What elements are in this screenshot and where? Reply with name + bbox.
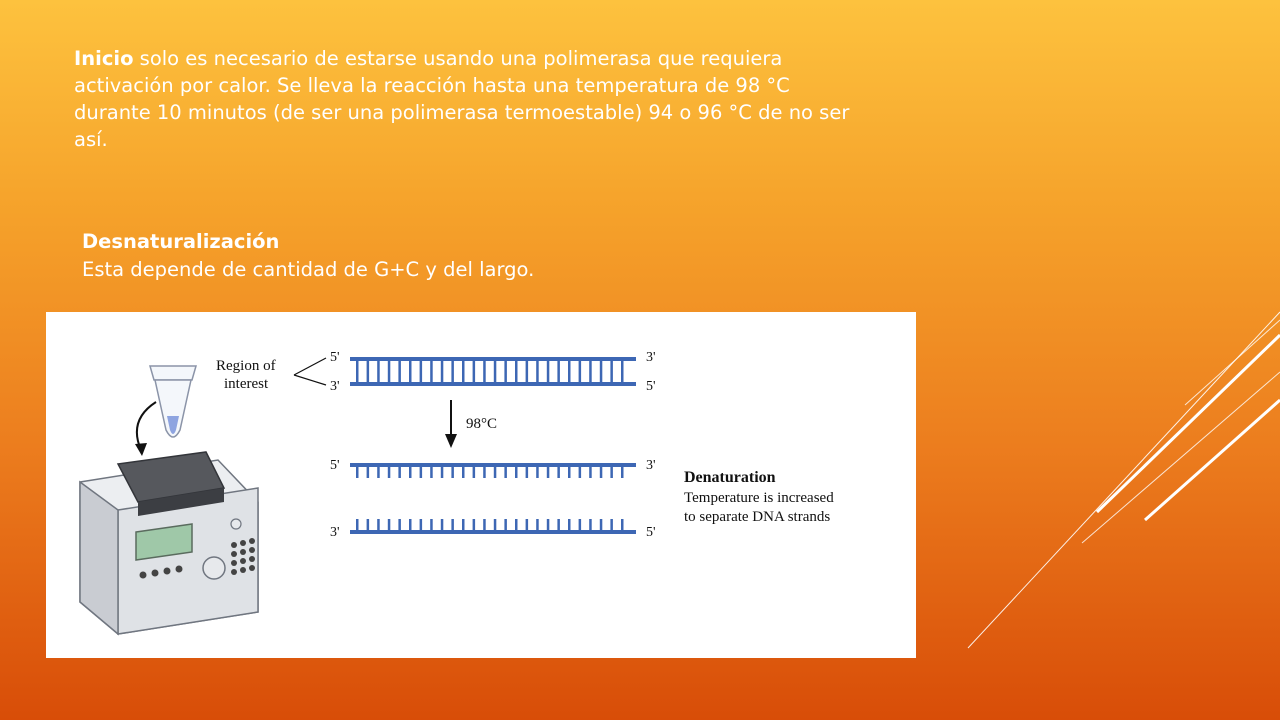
dna-base-tick bbox=[483, 361, 486, 382]
double-strand-dna bbox=[350, 357, 636, 386]
dna-base-tick bbox=[430, 467, 433, 478]
dna-base-tick bbox=[557, 519, 560, 530]
dna-base-tick bbox=[547, 519, 550, 530]
dna-base-tick bbox=[377, 361, 380, 382]
dna-base-tick bbox=[451, 361, 454, 382]
dna-base-tick bbox=[579, 361, 582, 382]
sep-strand1-left-label: 5' bbox=[330, 458, 340, 473]
dna-base-tick bbox=[483, 467, 486, 478]
dna-base-tick bbox=[515, 519, 518, 530]
dna-base-tick bbox=[451, 519, 454, 530]
dna-base-tick bbox=[600, 519, 603, 530]
dna-base-tick bbox=[557, 361, 560, 382]
dna-base-tick bbox=[547, 361, 550, 382]
temperature-label: 98°C bbox=[466, 416, 498, 432]
dna-base-tick bbox=[367, 467, 370, 478]
dna-base-tick bbox=[420, 519, 423, 530]
dna-base-tick bbox=[536, 467, 539, 478]
dna-base-tick bbox=[388, 467, 391, 478]
dna-base-tick bbox=[420, 361, 423, 382]
dna-base-tick bbox=[430, 361, 433, 382]
dna-base-tick bbox=[494, 467, 497, 478]
sep-strand2-left-label: 3' bbox=[330, 525, 340, 540]
dna-base-tick bbox=[367, 361, 370, 382]
dna-base-tick bbox=[356, 361, 359, 382]
dna-base-tick bbox=[356, 467, 359, 478]
thermocycler-icon bbox=[80, 452, 258, 634]
curved-arrow-icon bbox=[135, 402, 156, 456]
dna-base-tick bbox=[398, 519, 401, 530]
dna-base-tick bbox=[398, 467, 401, 478]
dna-base-tick bbox=[526, 361, 529, 382]
dna-base-tick bbox=[621, 519, 624, 530]
dna-base-tick bbox=[515, 361, 518, 382]
dna-base-tick bbox=[462, 519, 465, 530]
dna-base-tick bbox=[494, 361, 497, 382]
denaturation-heading: Denaturation bbox=[684, 469, 776, 486]
top-strand-left-label: 5' bbox=[330, 350, 340, 365]
dna-base-tick bbox=[526, 467, 529, 478]
dna-base-tick bbox=[388, 361, 391, 382]
down-arrow-icon bbox=[445, 400, 457, 448]
dna-base-tick bbox=[451, 467, 454, 478]
dna-base-tick bbox=[367, 519, 370, 530]
dna-base-tick bbox=[536, 519, 539, 530]
dna-base-tick bbox=[494, 519, 497, 530]
denaturation-title: Desnaturalización bbox=[82, 230, 280, 253]
dna-base-tick bbox=[621, 361, 624, 382]
sep-strand1-right-label: 3' bbox=[646, 458, 656, 473]
dna-base-tick bbox=[462, 467, 465, 478]
denaturation-figure bbox=[46, 312, 916, 658]
dna-base-tick bbox=[600, 361, 603, 382]
dna-base-tick bbox=[579, 519, 582, 530]
dna-base-tick bbox=[504, 361, 507, 382]
dna-base-tick bbox=[568, 519, 571, 530]
dna-base-tick bbox=[409, 361, 412, 382]
dna-base-tick bbox=[409, 519, 412, 530]
dna-base-tick bbox=[377, 519, 380, 530]
dna-base-tick bbox=[462, 361, 465, 382]
dna-base-tick bbox=[600, 467, 603, 478]
dna-base-tick bbox=[430, 519, 433, 530]
dna-base-tick bbox=[568, 361, 571, 382]
dna-base-tick bbox=[526, 519, 529, 530]
dna-base-tick bbox=[621, 467, 624, 478]
dna-base-tick bbox=[356, 519, 359, 530]
top-strand-right-label: 3' bbox=[646, 350, 656, 365]
sep-strand2-right-label: 5' bbox=[646, 525, 656, 540]
dna-base-tick bbox=[610, 519, 613, 530]
dna-base-tick bbox=[473, 467, 476, 478]
denaturation-desc-1: Temperature is increased bbox=[684, 490, 834, 506]
dna-base-tick bbox=[473, 519, 476, 530]
intro-bold-term: Inicio bbox=[74, 47, 134, 70]
single-strand-dna-bottom bbox=[350, 519, 636, 534]
dna-base-tick bbox=[589, 519, 592, 530]
dna-base-tick bbox=[515, 467, 518, 478]
dna-base-tick bbox=[504, 467, 507, 478]
dna-base-tick bbox=[579, 467, 582, 478]
dna-base-tick bbox=[610, 361, 613, 382]
dna-base-tick bbox=[388, 519, 391, 530]
region-pointer-icon bbox=[294, 358, 326, 385]
dna-base-tick bbox=[441, 519, 444, 530]
dna-base-tick bbox=[536, 361, 539, 382]
dna-base-tick bbox=[441, 467, 444, 478]
dna-base-tick bbox=[504, 519, 507, 530]
denaturation-desc-2: to separate DNA strands bbox=[684, 509, 831, 525]
dna-base-tick bbox=[473, 361, 476, 382]
dna-base-tick bbox=[568, 467, 571, 478]
dna-base-tick bbox=[377, 467, 380, 478]
bottom-strand-left-label: 3' bbox=[330, 379, 340, 394]
single-strand-dna-top bbox=[350, 463, 636, 478]
denaturation-text: Esta depende de cantidad de G+C y del largo. bbox=[82, 258, 535, 281]
dna-base-tick bbox=[547, 467, 550, 478]
region-label-2: interest bbox=[224, 376, 269, 392]
dna-base-tick bbox=[420, 467, 423, 478]
region-label-1: Region of bbox=[216, 358, 276, 374]
intro-text: solo es necesario de estarse usando una polimerasa que requiera activación por calor. Se lleva la reacción hasta una temperatura de 98 °C durante 10 minutos (de ser una polimerasa termoestable) 94 o 96 °C de no ser así. bbox=[74, 47, 850, 151]
dna-base-tick bbox=[409, 467, 412, 478]
dna-base-tick bbox=[557, 467, 560, 478]
dna-base-tick bbox=[589, 361, 592, 382]
bottom-strand-right-label: 5' bbox=[646, 379, 656, 394]
intro-paragraph bbox=[74, 45, 854, 153]
dna-base-tick bbox=[398, 361, 401, 382]
dna-base-tick bbox=[441, 361, 444, 382]
pcr-tube-icon bbox=[150, 366, 196, 437]
dna-base-tick bbox=[589, 467, 592, 478]
dna-base-tick bbox=[610, 467, 613, 478]
dna-base-tick bbox=[483, 519, 486, 530]
